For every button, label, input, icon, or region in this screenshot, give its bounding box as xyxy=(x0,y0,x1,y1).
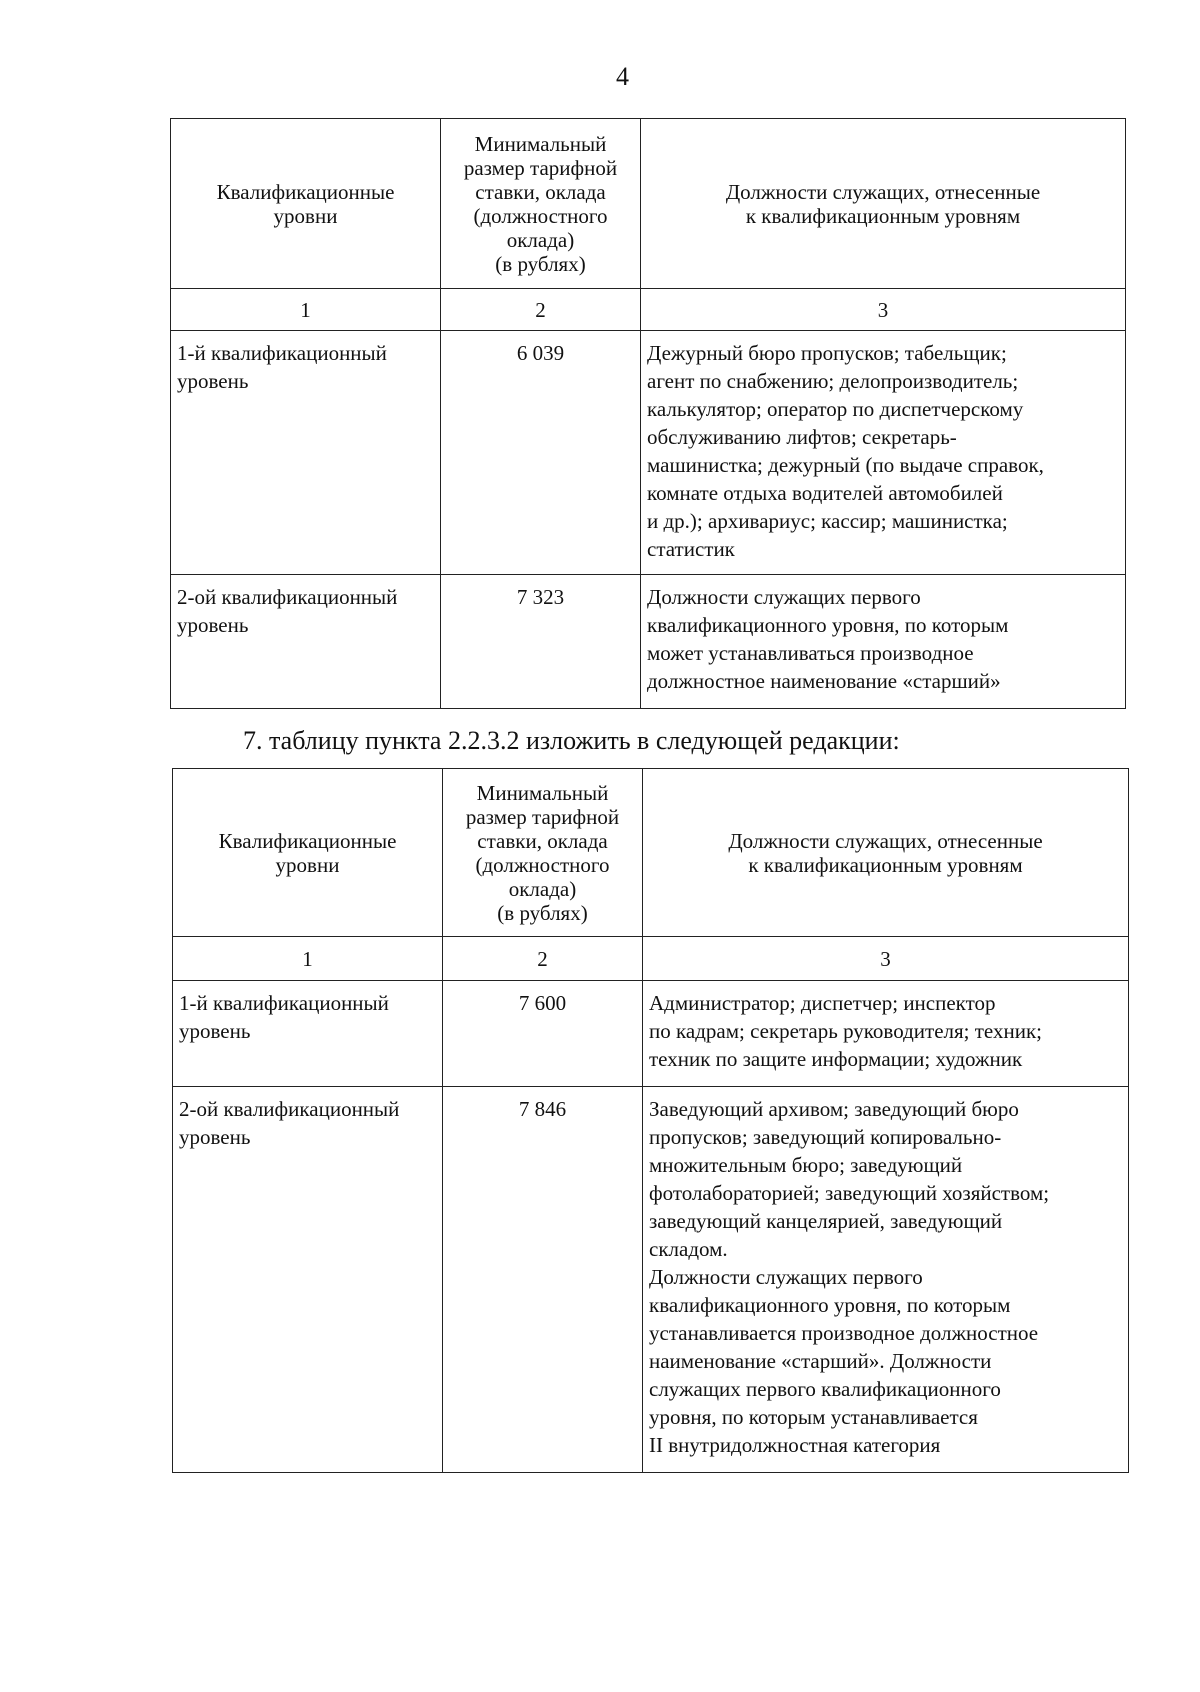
qualification-level: 2-ой квалификационный уровень xyxy=(173,1087,443,1473)
header-positions: Должности служащих, отнесенные к квалификационным уровням xyxy=(643,769,1129,937)
table-header-row xyxy=(171,119,1126,289)
table-row xyxy=(173,981,1129,1087)
column-number: 2 xyxy=(441,289,641,331)
header-positions: Должности служащих, отнесенные к квалификационным уровням xyxy=(641,119,1126,289)
table-row xyxy=(171,331,1126,575)
column-number-row xyxy=(171,289,1126,331)
table-row xyxy=(173,1087,1129,1473)
positions-list: Должности служащих первого квалификационного уровня, по которым может устанавливаться производное должностное наименование «старший» xyxy=(641,575,1126,709)
positions-list: Администратор; диспетчер; инспектор по кадрам; секретарь руководителя; техник; техник по защите информации; художник xyxy=(643,981,1129,1087)
column-number-row xyxy=(173,937,1129,981)
qualification-table-1 xyxy=(170,118,1126,709)
column-number: 1 xyxy=(171,289,441,331)
header-qualification-levels: Квалификационные уровни xyxy=(173,769,443,937)
qualification-level: 1-й квалификационный уровень xyxy=(173,981,443,1087)
table-row xyxy=(171,575,1126,709)
min-salary: 6 039 xyxy=(441,331,641,575)
column-number: 1 xyxy=(173,937,443,981)
header-qualification-levels: Квалификационные уровни xyxy=(171,119,441,289)
amendment-caption: 7. таблицу пункта 2.2.3.2 изложить в следующей редакции: xyxy=(243,726,900,755)
header-min-salary: Минимальный размер тарифной ставки, оклада (должностного оклада) (в рублях) xyxy=(441,119,641,289)
table-header-row xyxy=(173,769,1129,937)
qualification-level: 1-й квалификационный уровень xyxy=(171,331,441,575)
header-min-salary: Минимальный размер тарифной ставки, оклада (должностного оклада) (в рублях) xyxy=(443,769,643,937)
qualification-table-2 xyxy=(172,768,1129,1473)
min-salary: 7 846 xyxy=(443,1087,643,1473)
page-number: 4 xyxy=(616,62,629,91)
qualification-level: 2-ой квалификационный уровень xyxy=(171,575,441,709)
column-number: 3 xyxy=(641,289,1126,331)
min-salary: 7 323 xyxy=(441,575,641,709)
positions-list: Заведующий архивом; заведующий бюро пропусков; заведующий копировально- множительным бюро; заведующий фотолабораторией; заведующий хозяйством; заведующий канцелярией, заведующий складом. Должности служащих первого квалификационного уровня, по которым устанавливается производное должностное наименование «старший». Должности служащих первого квалификационного уровня, по которым устанавливается II внутридолжностная категория xyxy=(643,1087,1129,1473)
column-number: 2 xyxy=(443,937,643,981)
positions-list: Дежурный бюро пропусков; табельщик; агент по снабжению; делопроизводитель; калькулятор; оператор по диспетчерскому обслуживанию лифтов; секретарь- машинистка; дежурный (по выдаче справок, комнате отдыха водителей автомобилей и др.); архивариус; кассир; машинистка; статистик xyxy=(641,331,1126,575)
column-number: 3 xyxy=(643,937,1129,981)
min-salary: 7 600 xyxy=(443,981,643,1087)
